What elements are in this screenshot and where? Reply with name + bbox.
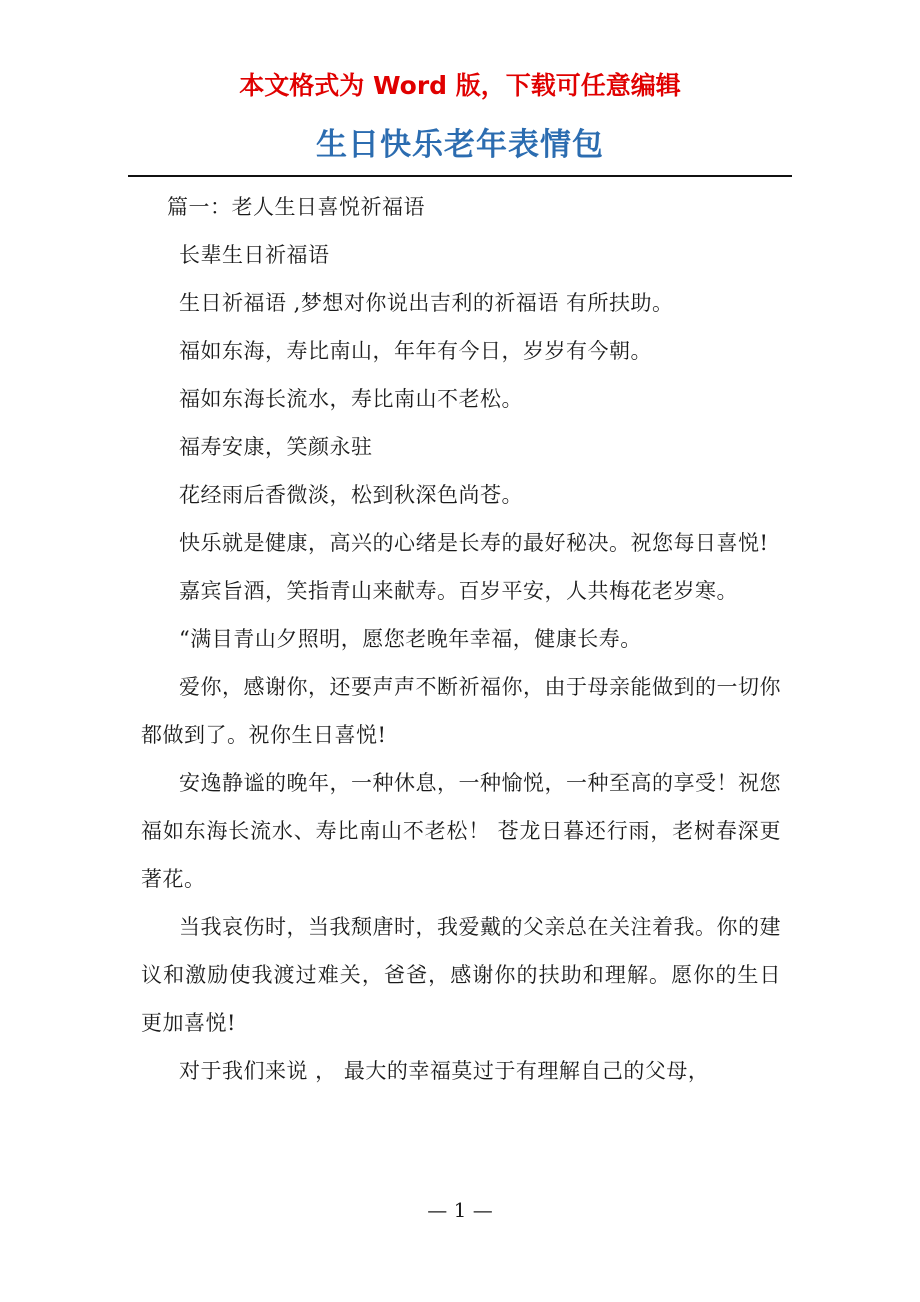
paragraph: 安逸静谧的晚年，一种休息，一种愉悦，一种至高的享受！祝您福如东海长流水、寿比南山不老松！ 苍龙日暮还行雨，老树春深更著花。 (141, 771, 781, 891)
paragraph: 生日祈福语 ,梦想对你说出吉利的祈福语 有所扶助。 (179, 291, 674, 315)
paragraph: 当我哀伤时，当我颓唐时，我爱戴的父亲总在关注着我。你的建议和激励使我渡过难关，爸爸，感谢你的扶助和理解。愿你的生日更加喜悦! (141, 915, 781, 1035)
paragraph: 嘉宾旨酒，笑指青山来献寿。百岁平安，人共梅花老岁寒。 (179, 579, 738, 603)
paragraph: 对于我们来说 ， 最大的幸福莫过于有理解自己的父母， (179, 1059, 710, 1083)
paragraph: 花经雨后香微淡，松到秋深色尚苍。 (179, 483, 523, 507)
paragraph: 快乐就是健康，高兴的心绪是长寿的最好秘决。祝您每日喜悦! (179, 531, 769, 555)
paragraph: 福如东海长流水，寿比南山不老松。 (179, 387, 523, 411)
page-title: 生日快乐老年表情包 (316, 127, 604, 163)
paragraph: 福寿安康，笑颜永驻 (179, 435, 373, 459)
document-body (141, 183, 781, 1095)
section-heading: 篇一：老人生日喜悦祈福语 (167, 195, 425, 219)
paragraph: 福如东海，寿比南山，年年有今日，岁岁有今朝。 (179, 339, 652, 363)
paragraph: 长辈生日祈福语 (179, 243, 330, 267)
page-number: — 1 — (427, 1198, 493, 1222)
paragraph: 爱你，感谢你，还要声声不断祈福你，由于母亲能做到的一切你都做到了。祝你生日喜悦! (141, 675, 781, 747)
title-divider (128, 175, 792, 177)
format-banner: 本文格式为 Word 版，下载可任意编辑 (239, 71, 681, 100)
paragraph: “满目青山夕照明，愿您老晚年幸福，健康长寿。 (179, 627, 642, 651)
